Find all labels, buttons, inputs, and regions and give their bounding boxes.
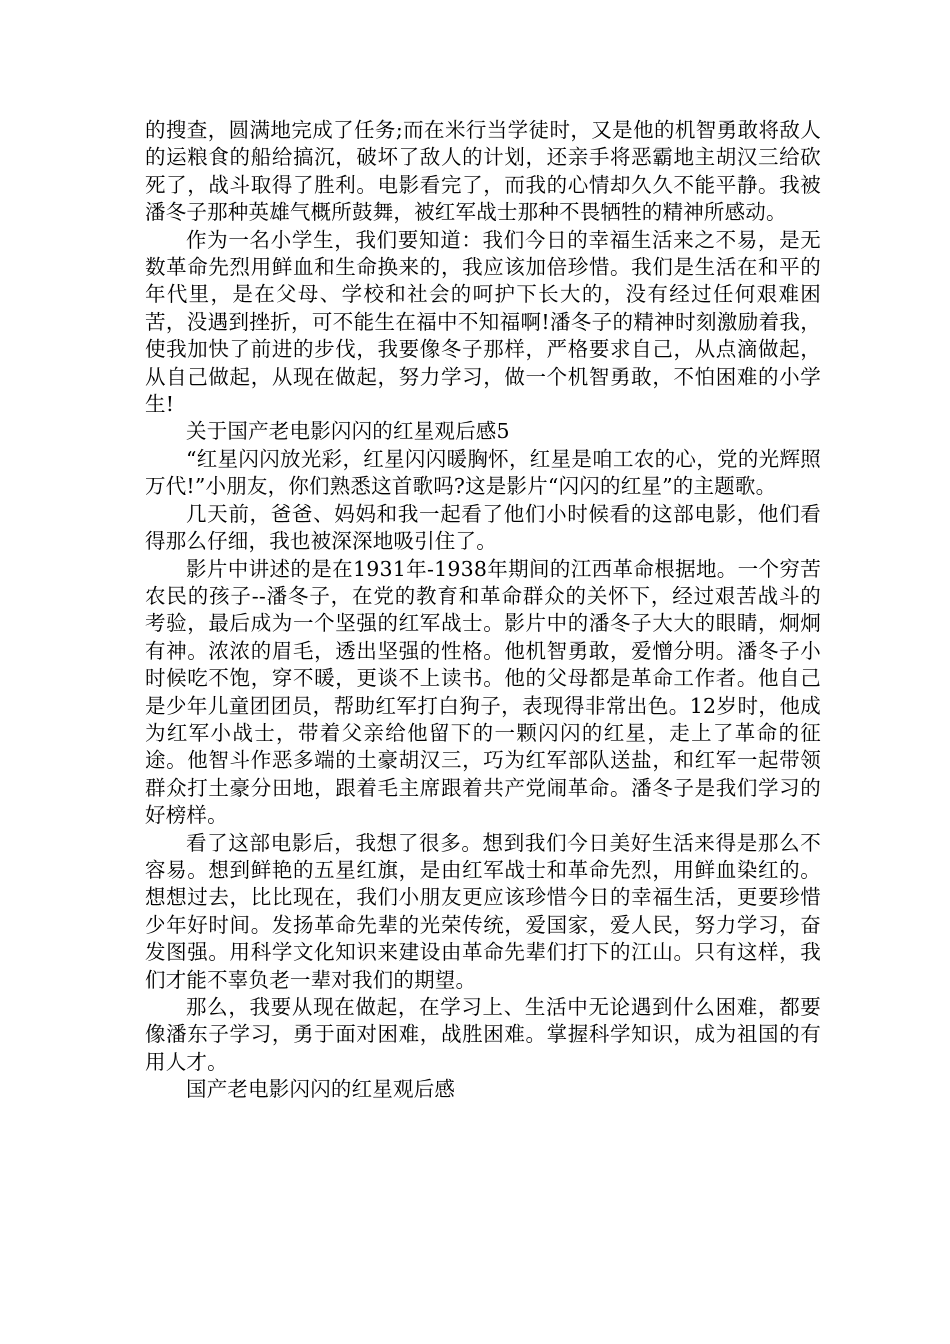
paragraph: 几天前，爸爸、妈妈和我一起看了他们小时候看的这部电影，他们看得那么仔细，我也被深深地吸引住了。	[145, 501, 821, 554]
paragraph: 作为一名小学生，我们要知道：我们今日的幸福生活来之不易，是无数革命先烈用鲜血和生命换来的，我应该加倍珍惜。我们是生活在和平的年代里，是在父母、学校和社会的呵护下长大的，没有经过任何艰难困苦，没遇到挫折，可不能生在福中不知福啊!潘冬子的精神时刻激励着我，使我加快了前进的步伐，我要像冬子那样，严格要求自己，从点滴做起，从自己做起，从现在做起，努力学习，做一个机智勇敢，不怕困难的小学生!	[145, 227, 821, 417]
paragraph: 影片中讲述的是在1931年-1938年期间的江西革命根据地。一个穷苦农民的孩子--潘冬子，在党的教育和革命群众的关怀下，经过艰苦战斗的考验，最后成为一个坚强的红军战士。影片中的潘冬子大大的眼睛，炯炯有神。浓浓的眉毛，透出坚强的性格。他机智勇敢，爱憎分明。潘冬子小时候吃不饱，穿不暖，更谈不上读书。他的父母都是革命工作者。他自己是少年儿童团团员，帮助红军打白狗子，表现得非常出色。12岁时，他成为红军小战士，带着父亲给他留下的一颗闪闪的红星，走上了革命的征途。他智斗作恶多端的土豪胡汉三，巧为红军部队送盐，和红军一起带领群众打土豪分田地，跟着毛主席跟着共产党闹革命。潘冬子是我们学习的好榜样。	[145, 556, 821, 828]
section-title: 关于国产老电影闪闪的红星观后感5	[186, 419, 510, 444]
document-body	[145, 117, 821, 1104]
section-title: 国产老电影闪闪的红星观后感	[186, 1077, 456, 1102]
paragraph-continuation: 的搜查，圆满地完成了任务;而在米行当学徒时，又是他的机智勇敢将敌人的运粮食的船给搞沉，破坏了敌人的计划，还亲手将恶霸地主胡汉三给砍死了，战斗取得了胜利。电影看完了，而我的心情却久久不能平静。我被潘冬子那种英雄气概所鼓舞，被红军战士那种不畏牺牲的精神所感动。	[145, 118, 821, 225]
paragraph: 看了这部电影后，我想了很多。想到我们今日美好生活来得是那么不容易。想到鲜艳的五星红旗，是由红军战士和革命先烈，用鲜血染红的。想想过去，比比现在，我们小朋友更应该珍惜今日的幸福生活，更要珍惜少年好时间。发扬革命先辈的光荣传统，爱国家，爱人民，努力学习，奋发图强。用科学文化知识来建设由革命先辈们打下的江山。只有这样，我们才能不辜负老一辈对我们的期望。	[145, 830, 821, 992]
paragraph: 那么，我要从现在做起，在学习上、生活中无论遇到什么困难，都要像潘东子学习，勇于面对困难，战胜困难。掌握科学知识，成为祖国的有用人才。	[145, 995, 821, 1074]
paragraph: “红星闪闪放光彩，红星闪闪暖胸怀，红星是咱工农的心，党的光辉照万代!”小朋友，你们熟悉这首歌吗?这是影片“闪闪的红星”的主题歌。	[145, 446, 821, 499]
